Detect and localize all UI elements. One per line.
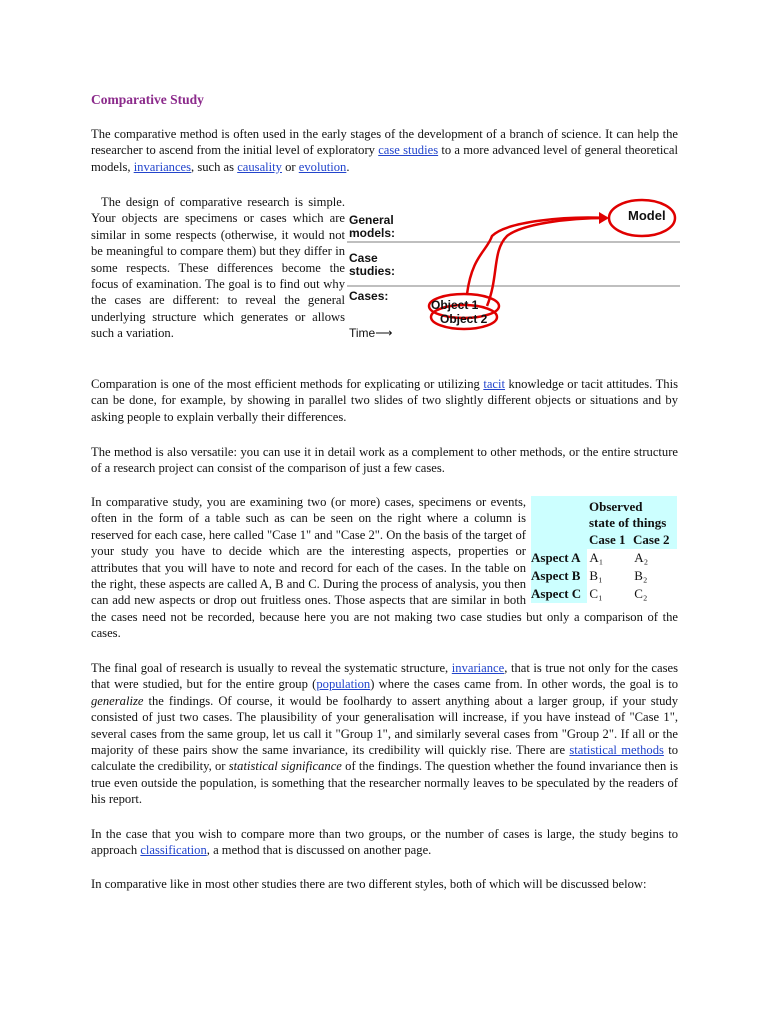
label-cases: Cases: bbox=[349, 289, 389, 303]
examining-paragraph: In comparative study, you are examining two (or more) cases, specimens or events, often in the form of a table such as can be seen on the right where a column is reserved for each case, here called "Case 1" and "Case 2". On the basis of the target of your study you have to decide which are the interesting aspects, properties or attributes that you will have to note and record for each of the cases. In the table on the right, these aspects are called A, B and C. During the process of analysis, you then can add new aspects or drop out fruitless ones. Those aspects that are similar in both the cases need not be recorded, because here you are not making two case studies but only a comparison of the cases. bbox=[91, 495, 678, 641]
label-time: Time⟶ bbox=[349, 326, 393, 340]
link-classification[interactable]: classification bbox=[140, 843, 207, 858]
table-row bbox=[531, 567, 677, 585]
design-paragraph: The design of comparative research is simple. Your objects are specimens or cases which are similar in some respects (otherwise, it would not be meaningful to compare them) but they differ in some respects. These differences become the focus of examination. The goal is to find out why the cases are different: to reveal the general underlying structure which generates or allows such a variation. bbox=[91, 195, 345, 341]
observed-table bbox=[531, 496, 677, 603]
link-evolution[interactable]: evolution bbox=[298, 159, 347, 174]
comparation-paragraph: Comparation is one of the most efficient methods for explicating or utilizing tacit knowledge or tacit attitudes. This can be done, for example, by showing in parallel two slides of two slightly different objects or situations and by asking people to explain verbally their differences. bbox=[91, 377, 678, 424]
link-invariance[interactable]: invariance bbox=[451, 661, 505, 675]
row-header: Aspect B bbox=[531, 567, 587, 585]
link-case-studies[interactable]: case studies bbox=[378, 143, 439, 158]
table-cell: B₁ bbox=[589, 568, 603, 583]
table-title: Observed state of things bbox=[589, 499, 667, 530]
arrow-head bbox=[599, 212, 609, 224]
intro-paragraph: The comparative method is often used in the early stages of the development of a branch of science. It can help the researcher to ascend from the initial level of exploratory case studies to a more advanced level of general theoretical models, invariances, such as causality or evolution. bbox=[91, 127, 678, 174]
link-population[interactable]: population bbox=[316, 677, 371, 692]
table-row bbox=[531, 549, 677, 567]
col-case-2: Case 2 bbox=[633, 532, 670, 547]
table-column-headers bbox=[531, 531, 677, 549]
table-cell: C₁ bbox=[589, 586, 603, 601]
table-cell: A₁ bbox=[589, 550, 604, 565]
label-object1: Object 1 bbox=[431, 298, 479, 312]
link-statistical-methods[interactable]: statistical methods bbox=[569, 743, 664, 758]
table-cell: B₂ bbox=[634, 568, 648, 583]
link-causality[interactable]: causality bbox=[237, 159, 282, 174]
page-title: Comparative Study bbox=[91, 92, 204, 107]
comparative-diagram bbox=[347, 196, 682, 356]
label-object2: Object 2 bbox=[440, 312, 488, 326]
arrow-object2-model bbox=[487, 218, 607, 306]
versatile-paragraph: The method is also versatile: you can use it in detail work as a complement to other methods, or the entire structure of a research project can consist of the comparison of just a few cases. bbox=[91, 445, 678, 476]
label-model: Model bbox=[628, 208, 666, 223]
table-cell: A₂ bbox=[634, 550, 649, 565]
table-row bbox=[531, 585, 677, 603]
row-header: Aspect C bbox=[531, 585, 587, 603]
arrow-object1-model bbox=[467, 218, 607, 294]
col-case-1: Case 1 bbox=[589, 532, 626, 547]
table-header bbox=[531, 496, 677, 549]
more-groups-paragraph: In the case that you wish to compare more than two groups, or the number of cases is large, the study begins to approach classification, a method that is discussed on another page. bbox=[91, 827, 678, 858]
link-invariances[interactable]: invariances bbox=[133, 159, 192, 174]
row-header: Aspect A bbox=[531, 549, 587, 567]
label-case-studies: Case studies: bbox=[349, 251, 396, 278]
label-general-models: General models: bbox=[349, 213, 396, 240]
table-cell: C₂ bbox=[634, 586, 648, 601]
styles-paragraph: In comparative like in most other studies there are two different styles, both of which will be discussed below: bbox=[91, 877, 647, 891]
final-goal-paragraph: The final goal of research is usually to reveal the systematic structure, invariance, that is true not only for the cases that were studied, but for the entire group (population) where the cases came from. In other words, the goal is to generalize the findings. Of course, it would be foolhardy to assert anything about a larger group, if your study consisted of just two cases. The plausibility of your generalisation will increase, if you have instead of "Case 1", several cases from the same group, let us call it "Group 1", and similarly several cases from "Group 2". If all or the majority of these pairs show the same invariance, its credibility will quickly rise. There are statistical methods to calculate the credibility, or statistical significance of the findings. The question whether the found invariance then is true even outside the population, is something that the researcher normally leaves to be speculated by the readers of his report. bbox=[91, 661, 678, 807]
link-tacit[interactable]: tacit bbox=[483, 377, 506, 391]
